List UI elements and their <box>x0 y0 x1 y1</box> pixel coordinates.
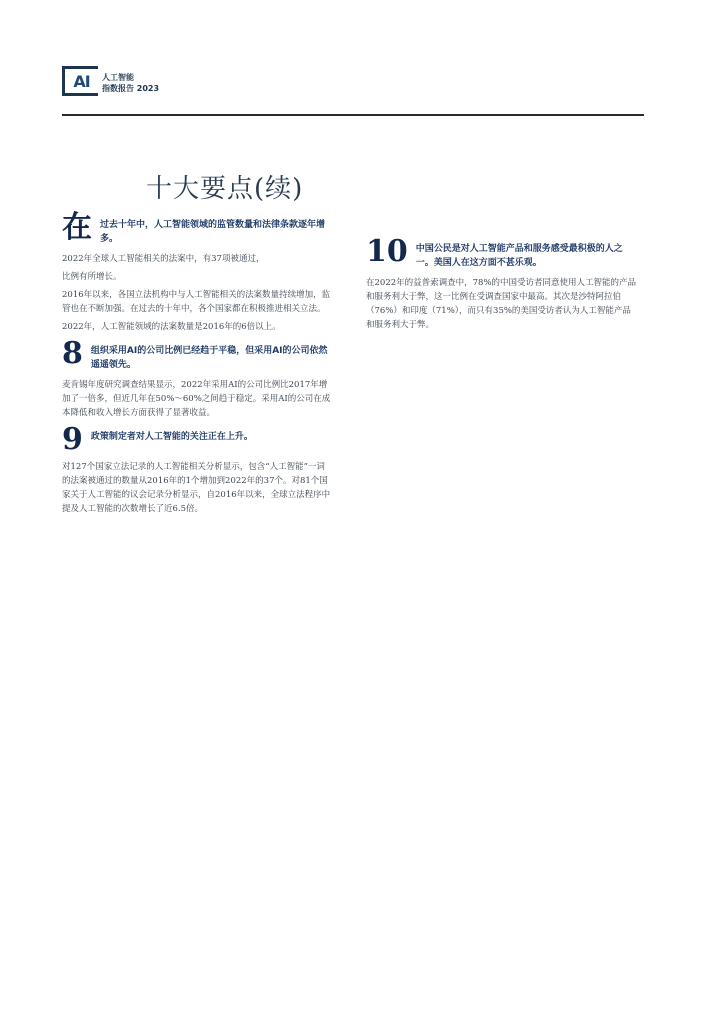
paragraph: 2022年，人工智能领域的法案数量是2016年的6倍以上。 <box>62 322 281 332</box>
section-number-8: 8 <box>62 336 83 371</box>
section-10-lead-text: 中国公民是对人工智能产品和服务感受最积极的人之一。美国人在这方面不甚乐观。 <box>415 244 623 268</box>
section-8-lead <box>62 336 332 372</box>
paragraph: 比例有所增长。 <box>62 272 122 282</box>
brand-line-1: 人工智能 <box>102 73 134 82</box>
paragraph: 麦肯锡年度研究调查结果显示，2022年采用AI的公司比例比2017年增加了一倍多，但近几年在50%～60%之间趋于稳定。采用AI的公司在成本降低和收入增长方面获得了显著收益。 <box>62 380 331 418</box>
paragraph: 2022年全球人工智能相关的法案中，有37项被通过， <box>62 254 265 264</box>
section-9-lead-text: 政策制定者对人工智能的关注正在上升。 <box>90 432 253 442</box>
paragraph: 在2022年的益普索调查中，78%的中国受访者同意使用人工智能的产品和服务利大于弊，这一比例在受调查国家中最高。其次是沙特阿拉伯（76%）和印度（71%），而只有35%的美国受访者认为人工智能产品和服务利大于弊。 <box>366 278 637 330</box>
section-zai-lead-text: 过去十年中，人工智能领域的监管数量和法律条款逐年增多。 <box>100 220 326 244</box>
section-number-10: 10 <box>366 234 408 269</box>
report-header <box>62 66 644 116</box>
ai-index-logo: AI <box>62 66 98 96</box>
section-number-9: 9 <box>62 422 83 457</box>
section-9-lead <box>62 422 332 457</box>
section-zai-lead <box>62 210 332 246</box>
section-10-lead <box>366 234 638 270</box>
brand-line-2: 指数报告 2023 <box>102 84 160 93</box>
paragraph: 2016年以来，各国立法机构中与人工智能相关的法案数量持续增加，监管也在不断加强。在过去的十年中，各个国家都在积极推进相关立法。 <box>62 290 331 314</box>
paragraph: 对127个国家立法记录的人工智能相关分析显示，包含“人工智能”一词的法案被通过的数量从2016年的1个增加到2022年的37个。对81个国家关于人工智能的议会记录分析显示，自2016年以来，全球立法程序中提及人工智能的次数增长了近6.5倍。 <box>62 462 331 514</box>
right-column <box>366 234 638 336</box>
drop-cap: 在 <box>62 210 92 245</box>
page-title: 十大要点(续) <box>146 174 304 204</box>
section-8-lead-text: 组织采用AI的公司比例已经趋于平稳，但采用AI的公司依然遥遥领先。 <box>90 346 328 370</box>
report-brand <box>102 72 159 94</box>
left-column <box>62 210 332 520</box>
